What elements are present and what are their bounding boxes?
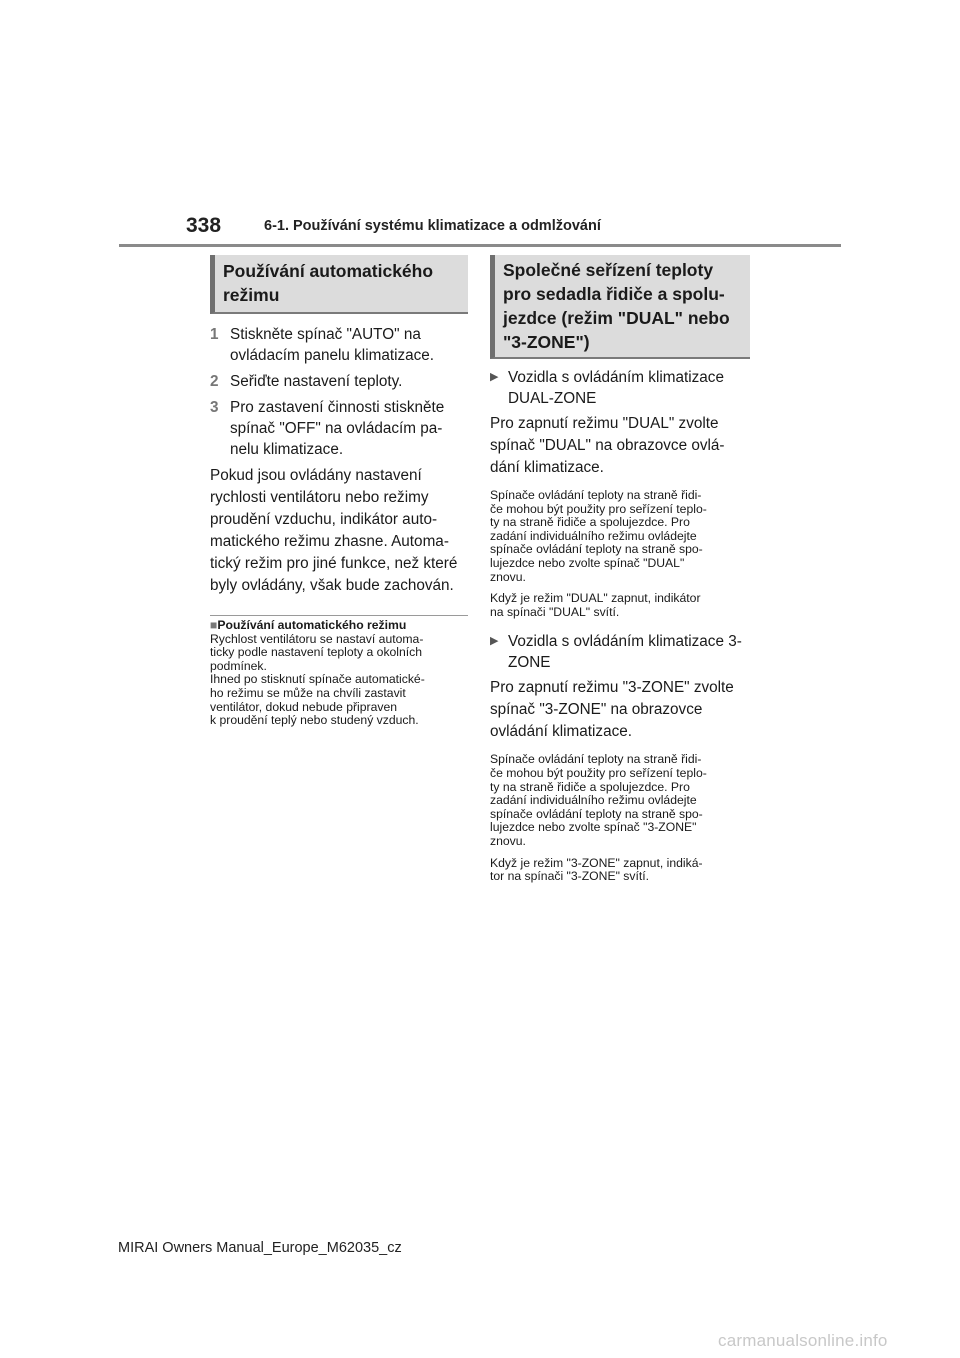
note-line: podmínek.	[210, 658, 267, 673]
note-line: ticky podle nastavení teploty a okolních	[210, 645, 423, 660]
note-line: Ihned po stisknutí spínače automatické-	[210, 672, 425, 687]
step-number: 3	[210, 399, 219, 416]
left-section-heading	[210, 255, 468, 314]
note-line: spínače ovládání teploty na straně spo-	[490, 542, 703, 557]
note-body	[210, 633, 468, 728]
note-line: če mohou být použity pro seřízení teplo-	[490, 765, 707, 780]
right-heading-line: pro sedadla řidiče a spolu-	[503, 284, 725, 304]
note-line: na spínači "DUAL" svítí.	[490, 604, 620, 619]
note-line: ventilátor, dokud nebude připraven	[210, 699, 398, 714]
left-heading-text: Používání automatického režimu	[223, 261, 434, 305]
left-column	[210, 255, 468, 728]
note-line: zadání individuálního režimu ovládejte	[490, 793, 697, 808]
note-line: znovu.	[490, 569, 526, 584]
triangle-right-icon: ▶	[490, 371, 499, 383]
dual-note-2	[490, 592, 750, 619]
right-column	[490, 255, 750, 884]
triangle-right-icon: ▶	[490, 635, 499, 648]
note-line: znovu.	[490, 833, 526, 848]
three-zone-note-1	[490, 753, 750, 848]
step-text: Pro zastavení činnosti stiskněte spínač "OFF" na ovládacím pa-nelu klimatizace.	[230, 399, 445, 458]
note-line: ho režimu se může na chvíli zastavit	[210, 685, 406, 700]
note-line: ty na straně řidiče a spolujezdce. Pro	[490, 515, 690, 530]
right-heading-line: "3-ZONE")	[503, 332, 590, 352]
note-line: Spínače ovládání teploty na straně řidi-	[490, 752, 702, 767]
note-line: tor na spínači "3-ZONE" svítí.	[490, 869, 650, 884]
step-text: Stiskněte spínač "AUTO" na ovládacím panelu klimatizace.	[230, 326, 435, 364]
note-line: lujezdce nebo zvolte spínač "3-ZONE"	[490, 820, 697, 835]
note-line: zadání individuálního režimu ovládejte	[490, 528, 697, 543]
note-line: lujezdce nebo zvolte spínač "DUAL"	[490, 555, 685, 570]
right-section-heading	[490, 255, 750, 359]
note-title: Používání automatického režimu	[217, 618, 407, 632]
three-zone-bullet	[490, 631, 750, 673]
watermark[interactable]: carmanualsonline.info	[718, 1331, 888, 1350]
step-1	[210, 324, 468, 366]
step-2	[210, 371, 468, 392]
step-3	[210, 397, 468, 460]
right-heading-line: Společné seřízení teploty	[503, 260, 714, 280]
step-number: 1	[210, 326, 219, 343]
page-number: 338	[186, 214, 222, 237]
header-rule	[119, 244, 841, 247]
note-heading	[210, 619, 468, 633]
footer-text: MIRAI Owners Manual_Europe_M62035_cz	[118, 1240, 402, 1256]
dual-paragraph: Pro zapnutí režimu "DUAL" zvolte spínač "DUAL" na obrazovce ovlá-dání klimatizace.	[490, 415, 725, 476]
dual-note-1	[490, 489, 750, 584]
note-line: spínače ovládání teploty na straně spo-	[490, 806, 703, 821]
note-line: Rychlost ventilátoru se nastaví automa-	[210, 631, 424, 646]
square-icon: ■	[210, 618, 218, 632]
note-line: Spínače ovládání teploty na straně řidi-	[490, 488, 702, 502]
note-line: če mohou být použity pro seřízení teplo-	[490, 501, 707, 516]
three-zone-note-2	[490, 857, 750, 884]
right-heading-line: jezdce (režim "DUAL" nebo	[503, 308, 730, 328]
left-paragraph: Pokud jsou ovládány nastavení rychlosti ventilátoru nebo režimy proudění vzduchu, indikátor auto-matického režimu zhasne. Automa-tický režim pro jiné funkce, než které byly ovládány, však bude zachován.	[210, 467, 458, 594]
bullet-text: Vozidla s ovládáním klimatizace 3-ZONE	[508, 633, 742, 672]
dual-bullet	[490, 367, 750, 409]
step-number: 2	[210, 373, 219, 390]
note-line: Když je režim "DUAL" zapnut, indikátor	[490, 591, 701, 606]
three-zone-paragraph: Pro zapnutí režimu "3-ZONE" zvolte spínač "3-ZONE" na obrazovce ovládání klimatizace.	[490, 679, 734, 741]
note-line: Když je režim "3-ZONE" zapnut, indiká-	[490, 855, 703, 870]
note-line: k proudění teplý nebo studený vzduch.	[210, 713, 419, 728]
bullet-text: Vozidla s ovládáním klimatizace DUAL-ZONE	[508, 369, 724, 407]
note-line: ty na straně řidiče a spolujezdce. Pro	[490, 779, 690, 794]
section-title: 6-1. Používání systému klimatizace a odmlžování	[264, 218, 601, 234]
step-text: Seřiďte nastavení teploty.	[230, 373, 403, 390]
